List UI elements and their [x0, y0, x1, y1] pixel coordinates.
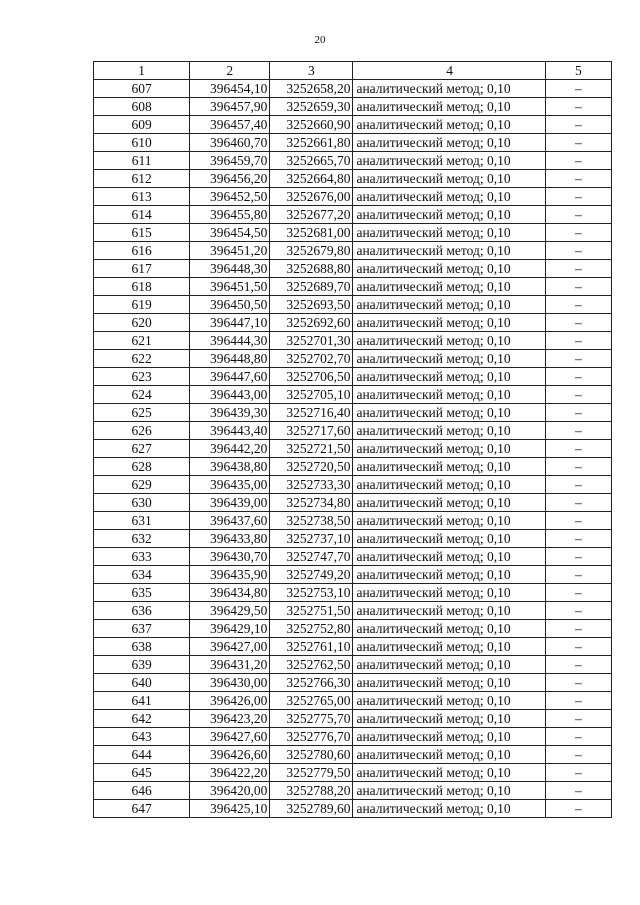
- point-number-cell: 612: [94, 170, 190, 188]
- table-row: [94, 692, 612, 710]
- method-accuracy-cell: аналитический метод; 0,10: [353, 386, 545, 404]
- table-row: [94, 404, 612, 422]
- y-coordinate-cell: 3252681,00: [270, 224, 353, 242]
- note-cell: –: [545, 422, 611, 440]
- x-coordinate-cell: 396447,60: [190, 368, 270, 386]
- y-coordinate-cell: 3252720,50: [270, 458, 353, 476]
- table-row: [94, 296, 612, 314]
- method-accuracy-cell: аналитический метод; 0,10: [353, 710, 545, 728]
- table-row: [94, 98, 612, 116]
- point-number-cell: 616: [94, 242, 190, 260]
- table-row: [94, 764, 612, 782]
- table-row: [94, 80, 612, 98]
- method-accuracy-cell: аналитический метод; 0,10: [353, 782, 545, 800]
- y-coordinate-cell: 3252753,10: [270, 584, 353, 602]
- table-row: [94, 548, 612, 566]
- note-cell: –: [545, 638, 611, 656]
- x-coordinate-cell: 396435,00: [190, 476, 270, 494]
- header-col-5: 5: [545, 62, 611, 80]
- note-cell: –: [545, 494, 611, 512]
- y-coordinate-cell: 3252661,80: [270, 134, 353, 152]
- table-row: [94, 368, 612, 386]
- method-accuracy-cell: аналитический метод; 0,10: [353, 548, 545, 566]
- x-coordinate-cell: 396454,50: [190, 224, 270, 242]
- method-accuracy-cell: аналитический метод; 0,10: [353, 422, 545, 440]
- method-accuracy-cell: аналитический метод; 0,10: [353, 566, 545, 584]
- point-number-cell: 607: [94, 80, 190, 98]
- table-row: [94, 656, 612, 674]
- point-number-cell: 622: [94, 350, 190, 368]
- y-coordinate-cell: 3252761,10: [270, 638, 353, 656]
- point-number-cell: 623: [94, 368, 190, 386]
- y-coordinate-cell: 3252676,00: [270, 188, 353, 206]
- point-number-cell: 610: [94, 134, 190, 152]
- x-coordinate-cell: 396429,10: [190, 620, 270, 638]
- table-row: [94, 134, 612, 152]
- method-accuracy-cell: аналитический метод; 0,10: [353, 368, 545, 386]
- x-coordinate-cell: 396420,00: [190, 782, 270, 800]
- table-row: [94, 800, 612, 818]
- coordinates-table: [93, 61, 612, 818]
- point-number-cell: 637: [94, 620, 190, 638]
- x-coordinate-cell: 396426,00: [190, 692, 270, 710]
- method-accuracy-cell: аналитический метод; 0,10: [353, 800, 545, 818]
- x-coordinate-cell: 396454,10: [190, 80, 270, 98]
- x-coordinate-cell: 396452,50: [190, 188, 270, 206]
- method-accuracy-cell: аналитический метод; 0,10: [353, 692, 545, 710]
- note-cell: –: [545, 134, 611, 152]
- x-coordinate-cell: 396423,20: [190, 710, 270, 728]
- method-accuracy-cell: аналитический метод; 0,10: [353, 224, 545, 242]
- x-coordinate-cell: 396456,20: [190, 170, 270, 188]
- point-number-cell: 629: [94, 476, 190, 494]
- y-coordinate-cell: 3252752,80: [270, 620, 353, 638]
- note-cell: –: [545, 746, 611, 764]
- method-accuracy-cell: аналитический метод; 0,10: [353, 494, 545, 512]
- note-cell: –: [545, 116, 611, 134]
- y-coordinate-cell: 3252776,70: [270, 728, 353, 746]
- method-accuracy-cell: аналитический метод; 0,10: [353, 116, 545, 134]
- note-cell: –: [545, 656, 611, 674]
- method-accuracy-cell: аналитический метод; 0,10: [353, 278, 545, 296]
- point-number-cell: 619: [94, 296, 190, 314]
- table-row: [94, 116, 612, 134]
- x-coordinate-cell: 396442,20: [190, 440, 270, 458]
- point-number-cell: 635: [94, 584, 190, 602]
- point-number-cell: 639: [94, 656, 190, 674]
- x-coordinate-cell: 396443,40: [190, 422, 270, 440]
- x-coordinate-cell: 396451,50: [190, 278, 270, 296]
- x-coordinate-cell: 396427,60: [190, 728, 270, 746]
- y-coordinate-cell: 3252780,60: [270, 746, 353, 764]
- y-coordinate-cell: 3252665,70: [270, 152, 353, 170]
- point-number-cell: 630: [94, 494, 190, 512]
- x-coordinate-cell: 396422,20: [190, 764, 270, 782]
- method-accuracy-cell: аналитический метод; 0,10: [353, 512, 545, 530]
- table-row: [94, 638, 612, 656]
- note-cell: –: [545, 728, 611, 746]
- method-accuracy-cell: аналитический метод; 0,10: [353, 476, 545, 494]
- table-row: [94, 782, 612, 800]
- method-accuracy-cell: аналитический метод; 0,10: [353, 584, 545, 602]
- point-number-cell: 613: [94, 188, 190, 206]
- x-coordinate-cell: 396459,70: [190, 152, 270, 170]
- point-number-cell: 628: [94, 458, 190, 476]
- y-coordinate-cell: 3252693,50: [270, 296, 353, 314]
- method-accuracy-cell: аналитический метод; 0,10: [353, 134, 545, 152]
- note-cell: –: [545, 620, 611, 638]
- y-coordinate-cell: 3252659,30: [270, 98, 353, 116]
- y-coordinate-cell: 3252788,20: [270, 782, 353, 800]
- note-cell: –: [545, 548, 611, 566]
- note-cell: –: [545, 458, 611, 476]
- point-number-cell: 621: [94, 332, 190, 350]
- point-number-cell: 624: [94, 386, 190, 404]
- table-row: [94, 494, 612, 512]
- note-cell: –: [545, 602, 611, 620]
- method-accuracy-cell: аналитический метод; 0,10: [353, 242, 545, 260]
- x-coordinate-cell: 396451,20: [190, 242, 270, 260]
- y-coordinate-cell: 3252775,70: [270, 710, 353, 728]
- x-coordinate-cell: 396457,40: [190, 116, 270, 134]
- table-row: [94, 332, 612, 350]
- table-row: [94, 224, 612, 242]
- y-coordinate-cell: 3252702,70: [270, 350, 353, 368]
- table-row: [94, 314, 612, 332]
- method-accuracy-cell: аналитический метод; 0,10: [353, 530, 545, 548]
- method-accuracy-cell: аналитический метод; 0,10: [353, 656, 545, 674]
- note-cell: –: [545, 404, 611, 422]
- x-coordinate-cell: 396437,60: [190, 512, 270, 530]
- page-number: 20: [314, 34, 326, 46]
- header-col-1: 1: [94, 62, 190, 80]
- y-coordinate-cell: 3252677,20: [270, 206, 353, 224]
- y-coordinate-cell: 3252664,80: [270, 170, 353, 188]
- note-cell: –: [545, 440, 611, 458]
- method-accuracy-cell: аналитический метод; 0,10: [353, 188, 545, 206]
- point-number-cell: 631: [94, 512, 190, 530]
- x-coordinate-cell: 396448,80: [190, 350, 270, 368]
- point-number-cell: 626: [94, 422, 190, 440]
- note-cell: –: [545, 242, 611, 260]
- note-cell: –: [545, 764, 611, 782]
- x-coordinate-cell: 396439,30: [190, 404, 270, 422]
- table-row: [94, 152, 612, 170]
- method-accuracy-cell: аналитический метод; 0,10: [353, 332, 545, 350]
- note-cell: –: [545, 476, 611, 494]
- y-coordinate-cell: 3252747,70: [270, 548, 353, 566]
- method-accuracy-cell: аналитический метод; 0,10: [353, 440, 545, 458]
- y-coordinate-cell: 3252716,40: [270, 404, 353, 422]
- point-number-cell: 632: [94, 530, 190, 548]
- note-cell: –: [545, 224, 611, 242]
- x-coordinate-cell: 396427,00: [190, 638, 270, 656]
- note-cell: –: [545, 368, 611, 386]
- note-cell: –: [545, 692, 611, 710]
- note-cell: –: [545, 566, 611, 584]
- x-coordinate-cell: 396448,30: [190, 260, 270, 278]
- note-cell: –: [545, 170, 611, 188]
- table-row: [94, 206, 612, 224]
- method-accuracy-cell: аналитический метод; 0,10: [353, 602, 545, 620]
- point-number-cell: 608: [94, 98, 190, 116]
- table-row: [94, 260, 612, 278]
- y-coordinate-cell: 3252751,50: [270, 602, 353, 620]
- x-coordinate-cell: 396460,70: [190, 134, 270, 152]
- x-coordinate-cell: 396439,00: [190, 494, 270, 512]
- x-coordinate-cell: 396434,80: [190, 584, 270, 602]
- y-coordinate-cell: 3252789,60: [270, 800, 353, 818]
- point-number-cell: 638: [94, 638, 190, 656]
- table-row: [94, 512, 612, 530]
- y-coordinate-cell: 3252692,60: [270, 314, 353, 332]
- point-number-cell: 634: [94, 566, 190, 584]
- x-coordinate-cell: 396457,90: [190, 98, 270, 116]
- y-coordinate-cell: 3252660,90: [270, 116, 353, 134]
- table-body: [94, 80, 612, 818]
- x-coordinate-cell: 396455,80: [190, 206, 270, 224]
- method-accuracy-cell: аналитический метод; 0,10: [353, 350, 545, 368]
- note-cell: –: [545, 98, 611, 116]
- note-cell: –: [545, 152, 611, 170]
- header-row: [94, 62, 612, 80]
- point-number-cell: 633: [94, 548, 190, 566]
- note-cell: –: [545, 80, 611, 98]
- table-row: [94, 674, 612, 692]
- table-row: [94, 566, 612, 584]
- y-coordinate-cell: 3252762,50: [270, 656, 353, 674]
- x-coordinate-cell: 396435,90: [190, 566, 270, 584]
- point-number-cell: 611: [94, 152, 190, 170]
- table-row: [94, 278, 612, 296]
- point-number-cell: 615: [94, 224, 190, 242]
- y-coordinate-cell: 3252658,20: [270, 80, 353, 98]
- point-number-cell: 644: [94, 746, 190, 764]
- x-coordinate-cell: 396444,30: [190, 332, 270, 350]
- note-cell: –: [545, 314, 611, 332]
- method-accuracy-cell: аналитический метод; 0,10: [353, 404, 545, 422]
- x-coordinate-cell: 396438,80: [190, 458, 270, 476]
- y-coordinate-cell: 3252779,50: [270, 764, 353, 782]
- method-accuracy-cell: аналитический метод; 0,10: [353, 296, 545, 314]
- table-row: [94, 422, 612, 440]
- note-cell: –: [545, 782, 611, 800]
- y-coordinate-cell: 3252688,80: [270, 260, 353, 278]
- method-accuracy-cell: аналитический метод; 0,10: [353, 638, 545, 656]
- x-coordinate-cell: 396433,80: [190, 530, 270, 548]
- method-accuracy-cell: аналитический метод; 0,10: [353, 206, 545, 224]
- x-coordinate-cell: 396431,20: [190, 656, 270, 674]
- method-accuracy-cell: аналитический метод; 0,10: [353, 80, 545, 98]
- table-row: [94, 602, 612, 620]
- y-coordinate-cell: 3252706,50: [270, 368, 353, 386]
- y-coordinate-cell: 3252737,10: [270, 530, 353, 548]
- method-accuracy-cell: аналитический метод; 0,10: [353, 458, 545, 476]
- table-row: [94, 584, 612, 602]
- note-cell: –: [545, 296, 611, 314]
- y-coordinate-cell: 3252738,50: [270, 512, 353, 530]
- note-cell: –: [545, 800, 611, 818]
- point-number-cell: 609: [94, 116, 190, 134]
- table-row: [94, 242, 612, 260]
- table-row: [94, 350, 612, 368]
- y-coordinate-cell: 3252679,80: [270, 242, 353, 260]
- point-number-cell: 618: [94, 278, 190, 296]
- y-coordinate-cell: 3252749,20: [270, 566, 353, 584]
- point-number-cell: 640: [94, 674, 190, 692]
- x-coordinate-cell: 396447,10: [190, 314, 270, 332]
- x-coordinate-cell: 396430,00: [190, 674, 270, 692]
- point-number-cell: 647: [94, 800, 190, 818]
- note-cell: –: [545, 332, 611, 350]
- note-cell: –: [545, 260, 611, 278]
- x-coordinate-cell: 396425,10: [190, 800, 270, 818]
- x-coordinate-cell: 396443,00: [190, 386, 270, 404]
- method-accuracy-cell: аналитический метод; 0,10: [353, 170, 545, 188]
- table-row: [94, 476, 612, 494]
- method-accuracy-cell: аналитический метод; 0,10: [353, 620, 545, 638]
- note-cell: –: [545, 674, 611, 692]
- table-row: [94, 386, 612, 404]
- y-coordinate-cell: 3252765,00: [270, 692, 353, 710]
- point-number-cell: 627: [94, 440, 190, 458]
- note-cell: –: [545, 278, 611, 296]
- note-cell: –: [545, 350, 611, 368]
- method-accuracy-cell: аналитический метод; 0,10: [353, 98, 545, 116]
- x-coordinate-cell: 396450,50: [190, 296, 270, 314]
- point-number-cell: 620: [94, 314, 190, 332]
- header-col-3: 3: [270, 62, 353, 80]
- method-accuracy-cell: аналитический метод; 0,10: [353, 314, 545, 332]
- method-accuracy-cell: аналитический метод; 0,10: [353, 728, 545, 746]
- y-coordinate-cell: 3252705,10: [270, 386, 353, 404]
- table-header: [94, 62, 612, 80]
- x-coordinate-cell: 396429,50: [190, 602, 270, 620]
- table-row: [94, 620, 612, 638]
- x-coordinate-cell: 396426,60: [190, 746, 270, 764]
- point-number-cell: 636: [94, 602, 190, 620]
- point-number-cell: 641: [94, 692, 190, 710]
- method-accuracy-cell: аналитический метод; 0,10: [353, 764, 545, 782]
- y-coordinate-cell: 3252689,70: [270, 278, 353, 296]
- note-cell: –: [545, 188, 611, 206]
- header-col-4: 4: [353, 62, 545, 80]
- y-coordinate-cell: 3252733,30: [270, 476, 353, 494]
- table-row: [94, 170, 612, 188]
- note-cell: –: [545, 512, 611, 530]
- point-number-cell: 645: [94, 764, 190, 782]
- point-number-cell: 643: [94, 728, 190, 746]
- table-row: [94, 440, 612, 458]
- point-number-cell: 642: [94, 710, 190, 728]
- y-coordinate-cell: 3252717,60: [270, 422, 353, 440]
- note-cell: –: [545, 710, 611, 728]
- note-cell: –: [545, 206, 611, 224]
- y-coordinate-cell: 3252766,30: [270, 674, 353, 692]
- method-accuracy-cell: аналитический метод; 0,10: [353, 746, 545, 764]
- y-coordinate-cell: 3252721,50: [270, 440, 353, 458]
- method-accuracy-cell: аналитический метод; 0,10: [353, 152, 545, 170]
- point-number-cell: 614: [94, 206, 190, 224]
- note-cell: –: [545, 530, 611, 548]
- point-number-cell: 625: [94, 404, 190, 422]
- note-cell: –: [545, 386, 611, 404]
- table-row: [94, 728, 612, 746]
- point-number-cell: 646: [94, 782, 190, 800]
- table-row: [94, 188, 612, 206]
- table-row: [94, 710, 612, 728]
- point-number-cell: 617: [94, 260, 190, 278]
- table-row: [94, 530, 612, 548]
- y-coordinate-cell: 3252734,80: [270, 494, 353, 512]
- x-coordinate-cell: 396430,70: [190, 548, 270, 566]
- method-accuracy-cell: аналитический метод; 0,10: [353, 674, 545, 692]
- header-col-2: 2: [190, 62, 270, 80]
- table-row: [94, 458, 612, 476]
- y-coordinate-cell: 3252701,30: [270, 332, 353, 350]
- table-row: [94, 746, 612, 764]
- note-cell: –: [545, 584, 611, 602]
- method-accuracy-cell: аналитический метод; 0,10: [353, 260, 545, 278]
